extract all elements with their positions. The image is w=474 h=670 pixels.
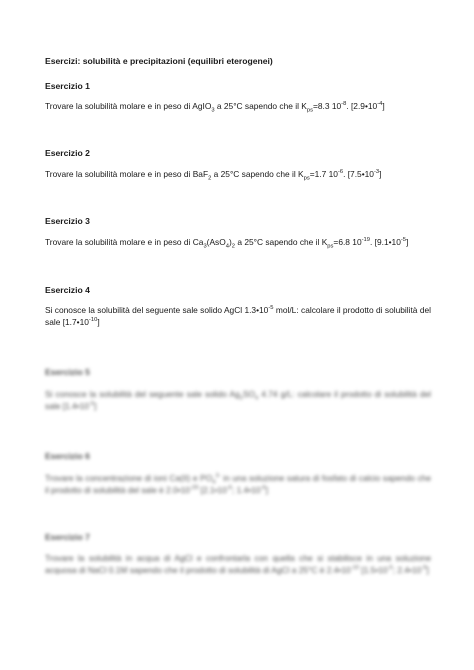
- exercise-1-text: Trovare la solubilità molare e in peso di AgIO$_3$ a 25°C sapendo che il $K_{ps}=8.3$ $10^{-8}$. $[2.9•10^{-4}]$: [45, 101, 385, 114]
- exercise-3-text: Trovare la solubilità molare e in peso di $Ca_3(AsO_4)_2$ a 25°C sapendo che il $K_{ps}=6.8$ $10^{-19}$. $[9.1•10^{-5}]$: [45, 237, 409, 250]
- exercise-7-text: Trovare la solubilità in acqua di AgCl e confrontarla con quella che si stabilisce in una soluzione acquosa di NaCl 0.1M sapendo che il prodotto di solubilità di AgCl a 25°C è $2.4•10^{-10}$ [$1.5•10^{-5}$; $2.4•10^{-9}$]: [45, 553, 431, 576]
- exercise-6-text: Trovare la concentrazione di ioni Ca(II) e $PO_4^{3-}$ in una soluzione satura di fosfato di calcio sapendo che il prodotto di solubilità del sale è $2.0•10^{-29}$ [$2.1•10^{-6}$; $1.4•10^{-6}$]: [45, 473, 431, 496]
- exercise-3-heading: Esercizio 3: [45, 216, 90, 226]
- exercise-4-text: Si conosce la solubilità del seguente sale solido AgCl $1.3•10^{-5}$ mol/L: calcolare il prodotto di solubilità del sale $[1.7•10^{-10}]$: [45, 305, 431, 328]
- exercise-1-heading: Esercizio 1: [45, 81, 90, 91]
- exercise-2-heading: Esercizio 2: [45, 148, 90, 158]
- exercise-5-heading: Esercizio 5: [45, 367, 90, 377]
- exercise-6-heading: Esercizio 6: [45, 451, 90, 461]
- document-title: Esercizi: solubilità e precipitazioni (equilibri eterogenei): [45, 56, 273, 66]
- exercise-5-text: Si conosce la solubilità del seguente sale solido $Ag_2SO_4$ 4.74 g/L: calcolare il prodotto di solubilità del sale $[1.4•10^{-5}]$: [45, 389, 431, 412]
- exercise-2-text: Trovare la solubilità molare e in peso di BaF$_2$ a 25°C sapendo che il $K_{ps}=1.7$ $10^{-6}$. $[7.5•10^{-3}]$: [45, 169, 382, 182]
- exercise-4-heading: Esercizio 4: [45, 285, 90, 295]
- exercise-7-heading: Esercizio 7: [45, 532, 90, 542]
